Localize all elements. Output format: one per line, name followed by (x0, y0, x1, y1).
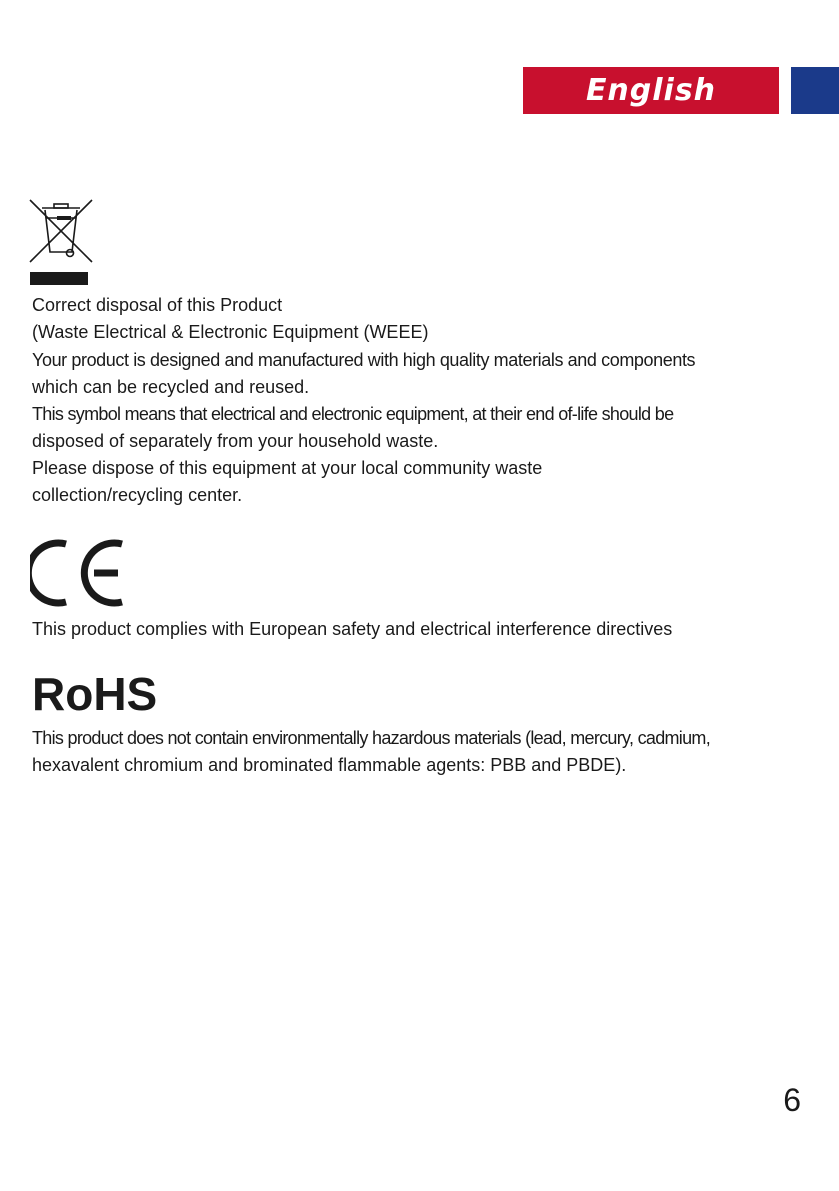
rohs-section (32, 725, 812, 779)
weee-title: Correct disposal of this Product (32, 295, 283, 315)
language-label: English (585, 73, 717, 108)
rohs-line: hexavalent chromium and brominated flammable agents: PBB and PBDE). (32, 755, 627, 775)
ce-section (32, 616, 812, 643)
weee-line: collection/recycling center. (32, 485, 243, 505)
weee-line: Please dispose of this equipment at your local community waste (32, 458, 543, 478)
page-number: 6 (783, 1082, 801, 1118)
crossed-out-wheelie-bin-icon (28, 196, 94, 288)
rohs-line: This product does not contain environmentally hazardous materials (lead, mercury, cadmium, (32, 728, 711, 748)
weee-line: Your product is designed and manufactured with high quality materials and components (32, 350, 696, 370)
language-tab (523, 67, 779, 114)
weee-subtitle: (Waste Electrical & Electronic Equipment (WEEE) (32, 322, 429, 342)
ce-mark-icon (30, 538, 126, 608)
rohs-heading: RoHS (32, 668, 158, 720)
language-tab-edge (791, 67, 839, 114)
weee-line: which can be recycled and reused. (32, 377, 310, 397)
ce-statement: This product complies with European safety and electrical interference directives (32, 619, 673, 639)
weee-line: This symbol means that electrical and electronic equipment, at their end of-life should be (32, 404, 674, 424)
weee-line: disposed of separately from your household waste. (32, 431, 439, 451)
weee-section (32, 292, 812, 509)
